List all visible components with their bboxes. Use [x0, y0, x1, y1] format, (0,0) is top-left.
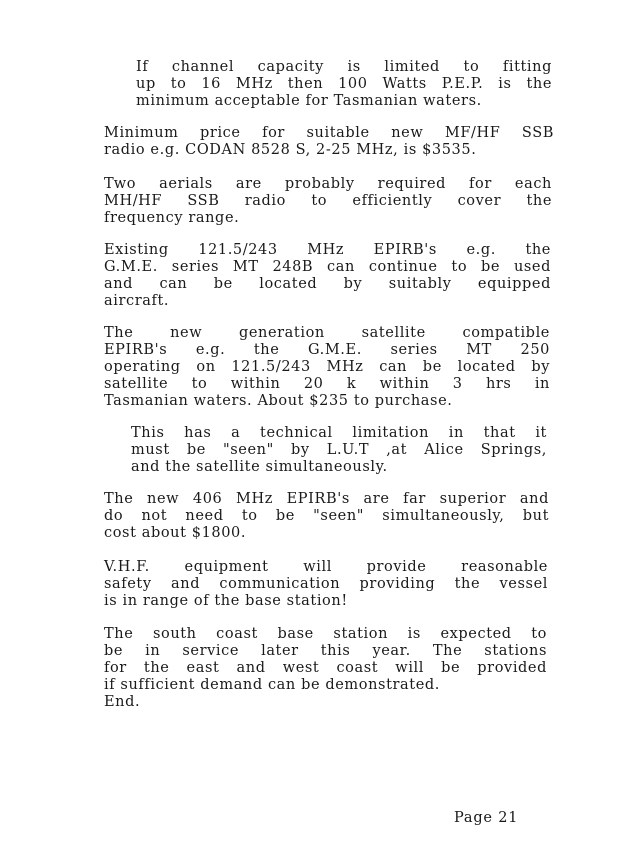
- text-line: The new generation satellite compatible: [104, 325, 550, 341]
- text-line: The new 406 MHz EPIRB's are far superior and: [104, 491, 549, 507]
- text-line: End.: [104, 694, 141, 710]
- paragraph-base-stations: [104, 626, 547, 711]
- text-line: and the satellite simultaneously.: [131, 459, 388, 475]
- text-line: and can be located by suitably equipped: [104, 276, 551, 292]
- text-line: be in service later this year. The stations: [104, 643, 547, 659]
- text-line: Existing 121.5/243 MHz EPIRB's e.g. the: [104, 242, 551, 258]
- paragraph-satellite-epirbs: [104, 325, 550, 410]
- text-line: If channel capacity is limited to fitting: [136, 59, 552, 75]
- text-line: satellite to within 20 k within 3 hrs in: [104, 376, 550, 392]
- paragraph-technical-limitation: [131, 425, 547, 476]
- text-line: This has a technical limitation in that it: [131, 425, 547, 441]
- text-line: for the east and west coast will be provided: [104, 660, 547, 676]
- page-number: Page 21: [454, 810, 519, 826]
- text-line: is in range of the base station!: [104, 593, 348, 609]
- text-line: EPIRB's e.g. the G.M.E. series MT 250: [104, 342, 550, 358]
- text-line: frequency range.: [104, 210, 240, 226]
- paragraph-existing-epirbs: [104, 242, 551, 310]
- text-line: The south coast base station is expected to: [104, 626, 547, 642]
- paragraph-channel-capacity: [136, 59, 552, 110]
- text-line: cost about $1800.: [104, 525, 247, 541]
- paragraph-vhf-equipment: [104, 559, 548, 610]
- text-line: if sufficient demand can be demonstrated.: [104, 677, 440, 693]
- text-line: aircraft.: [104, 293, 170, 309]
- text-line: safety and communication providing the vessel: [104, 576, 548, 592]
- paragraph-aerials: [104, 176, 552, 227]
- paragraph-minimum-price: [104, 125, 554, 159]
- text-line: Two aerials are probably required for each: [104, 176, 552, 192]
- text-line: operating on 121.5/243 MHz can be located by: [104, 359, 550, 375]
- text-line: do not need to be "seen" simultaneously, but: [104, 508, 549, 524]
- text-line: minimum acceptable for Tasmanian waters.: [136, 93, 482, 109]
- paragraph-406-epirbs: [104, 491, 549, 542]
- text-line: G.M.E. series MT 248B can continue to be used: [104, 259, 551, 275]
- text-line: up to 16 MHz then 100 Watts P.E.P. is the: [136, 76, 552, 92]
- text-line: V.H.F. equipment will provide reasonable: [104, 559, 548, 575]
- text-line: Tasmanian waters. About $235 to purchase.: [104, 393, 453, 409]
- text-line: radio e.g. CODAN 8528 S, 2-25 MHz, is $3535.: [104, 142, 477, 158]
- text-line: Minimum price for suitable new MF/HF SSB: [104, 125, 554, 141]
- text-line: must be "seen" by L.U.T ,at Alice Springs,: [131, 442, 547, 458]
- text-line: MH/HF SSB radio to efficiently cover the: [104, 193, 552, 209]
